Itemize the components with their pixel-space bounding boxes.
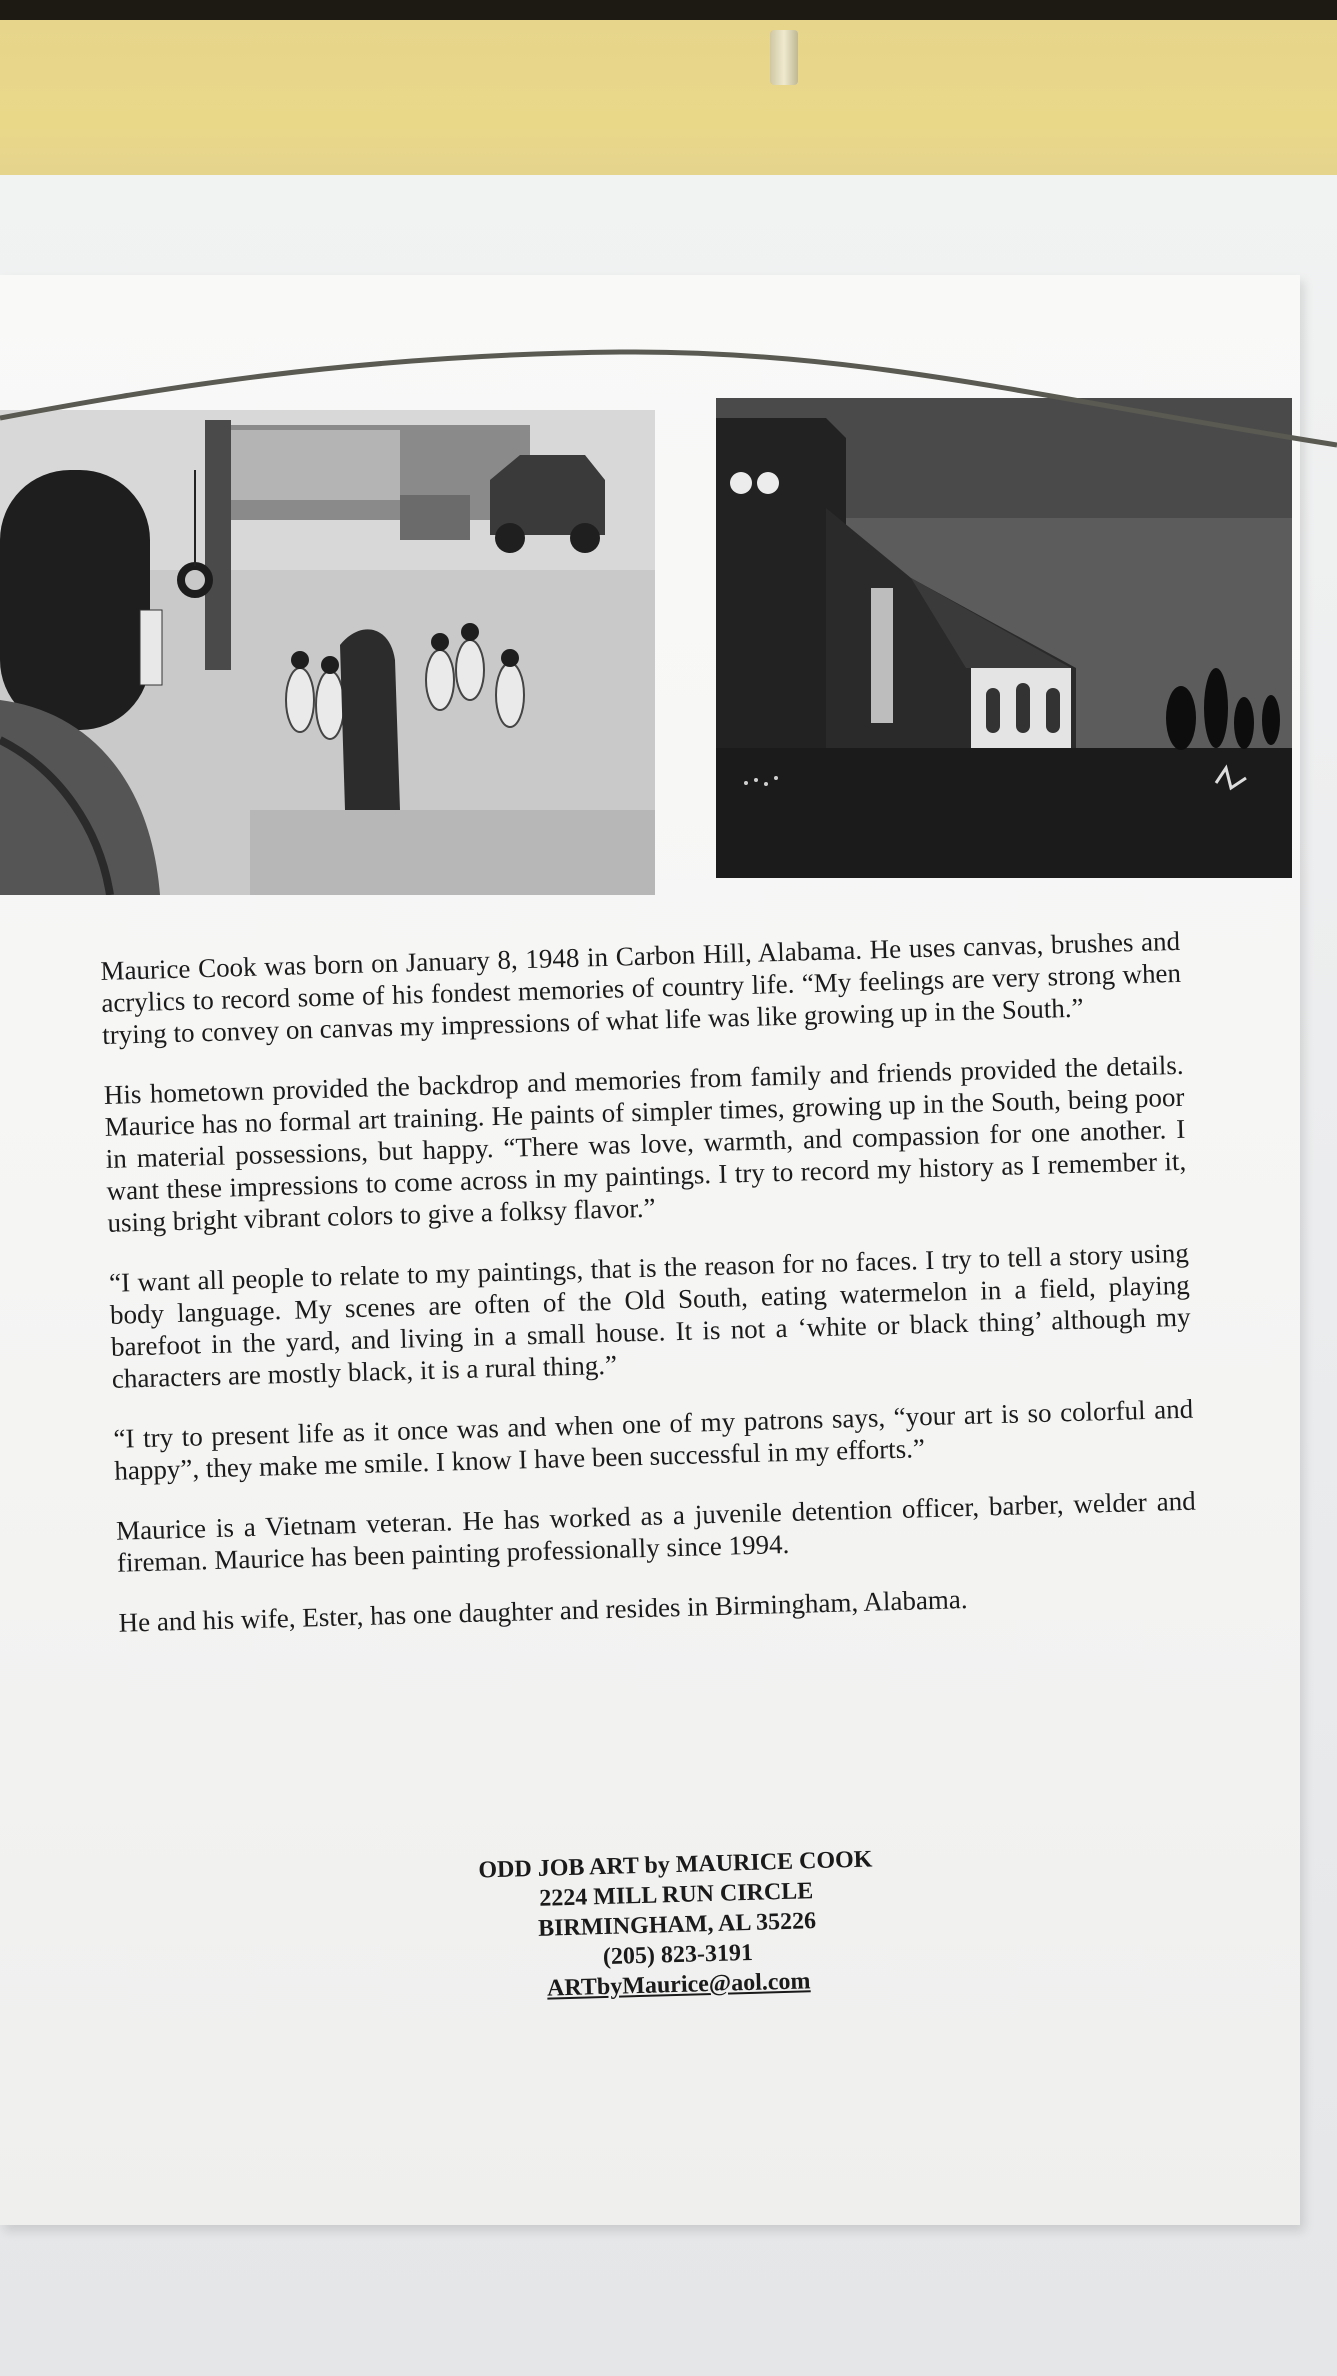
bio-paragraph: He and his wife, Ester, has one daughter and resides in Birmingham, Alabama. <box>118 1584 968 1638</box>
bio-paragraph: Maurice Cook was born on January 8, 1948 in Carbon Hill, Alabama. He uses canvas, brushes and acrylics to record some of his fondest memories of country life. “My feelings are very strong when trying to convey on canvas my impressions of what life was like growing up in the South.” <box>100 925 1182 1050</box>
contact-block <box>395 1842 959 2008</box>
wall-top-edge <box>0 0 1337 20</box>
bio-paragraph: Maurice is a Vietnam veteran. He has worked as a juvenile detention officer, barber, welder and fireman. Maurice has been painting professionally since 1994. <box>115 1485 1197 1578</box>
biography-text <box>100 925 1199 1667</box>
business-name: ODD JOB ART by MAURICE COOK <box>478 1846 873 1884</box>
painting-photo-yard-scene <box>0 410 655 895</box>
phone-number: (205) 823-3191 <box>602 1939 754 1971</box>
email-address: ARTbyMaurice@aol.com <box>546 1968 811 2002</box>
bio-paragraph: “I try to present life as it once was and when one of my patrons says, “your art is so colorful and happy”, they make me smile. I know I have been successful in my efforts.” <box>113 1393 1194 1486</box>
push-pin <box>770 30 798 85</box>
painting-photo-church-scene <box>716 398 1292 878</box>
street-address: 2224 MILL RUN CIRCLE <box>538 1878 814 1912</box>
bio-paragraph: His hometown provided the backdrop and memories from family and friends provided the details. Maurice has no formal art training. He paints of simpler times, growing up in the South, being poor in material possessions, but happy. “There was love, warmth, and compassion for one another. I want these impressions to come across in my paintings. I try to record my history as I remember it, using bright vibrant colors to give a folksy flavor.” <box>103 1049 1187 1238</box>
bio-paragraph: “I want all people to relate to my paintings, that is the reason for no faces. I try to tell a story using body language. My scenes are often of the Old South, eating watermelon in a field, playing barefoot in the yard, and living in a small house. It is not a ‘white or black thing’ although my characters are mostly black, it is a rural thing.” <box>108 1237 1191 1394</box>
city-state-zip: BIRMINGHAM, AL 35226 <box>537 1908 817 1942</box>
yellow-wall <box>0 20 1337 195</box>
